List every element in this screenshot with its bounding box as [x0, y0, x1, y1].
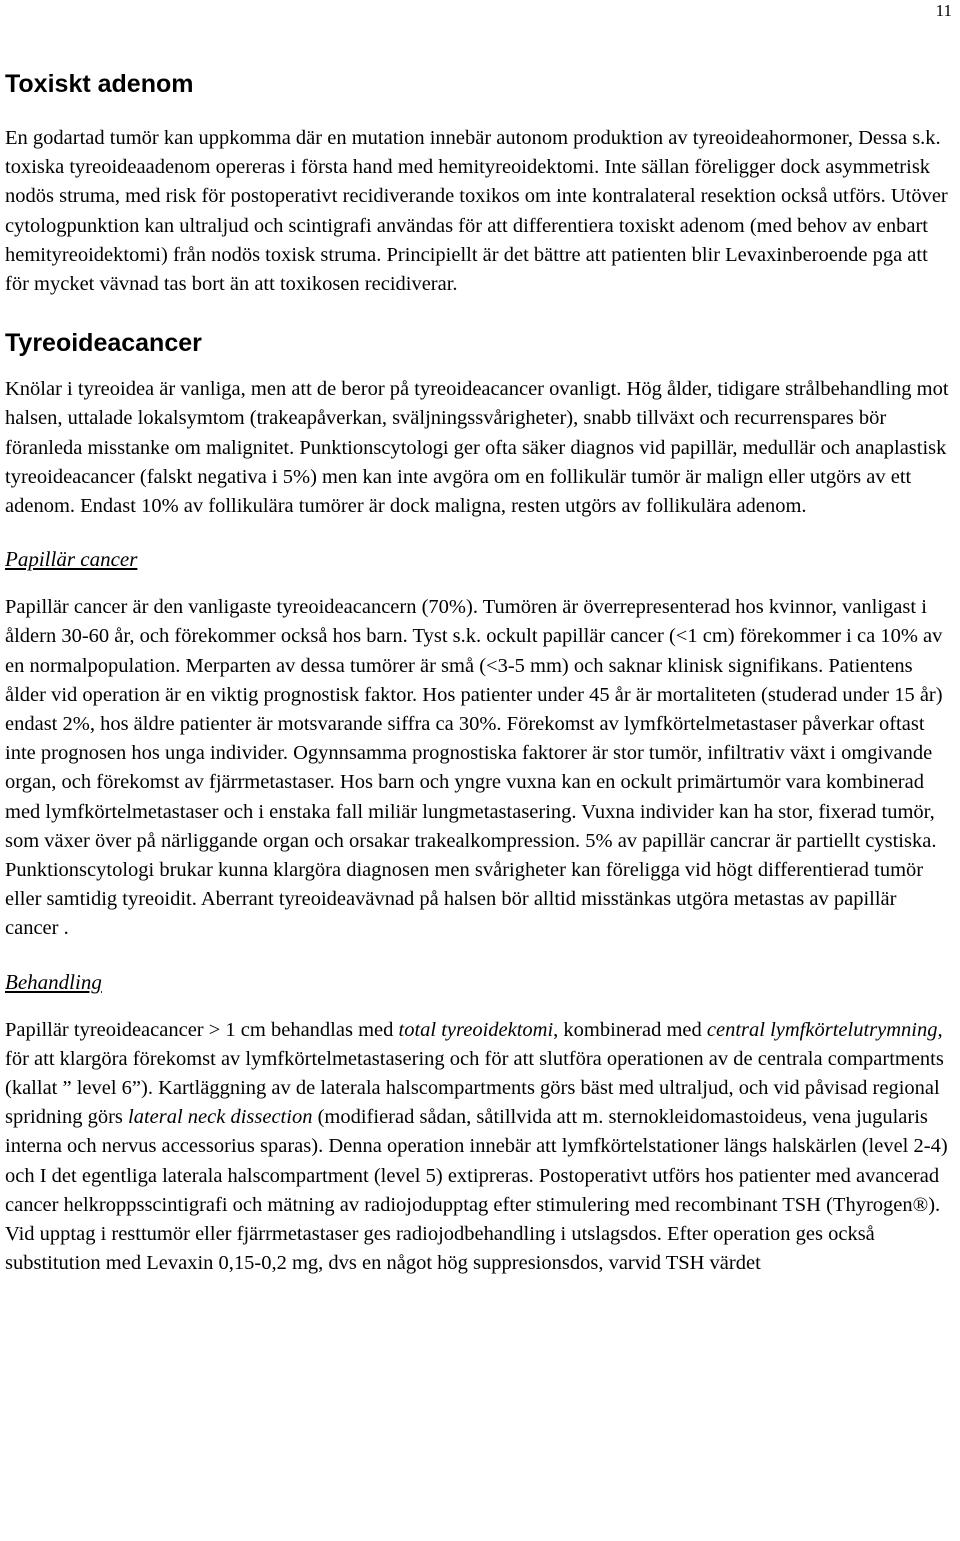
heading-toxiskt-adenom: Toxiskt adenom [5, 70, 194, 98]
paragraph-tyreoideacancer: Knölar i tyreoidea är vanliga, men att de beror på tyreoideacancer ovanligt. Hög ålder, tidigare strålbehandling mot halsen, uttalade lokalsymtom (trakeapåverkan, sväljningssvårigheter), snabb tillväxt och recurrenspares bör föranleda misstanke om malignitet. Punktionscytologi ger ofta säker diagnos vid papillär, medullär och anaplastisk tyreoideacancer (falskt negativa i 5%) men kan inte avgöra om en follikulär tumör är malign eller utgörs av ett adenom. Endast 10% av follikulära tumörer är dock maligna, resten utgörs av follikulära adenom. [5, 378, 949, 518]
heading-tyreoideacancer: Tyreoideacancer [5, 329, 202, 358]
text-run: (modifierad sådan, såtillvida att m. sternokleidomastoideus, vena jugularis interna och nervus accessorius sparas). Denna operation innebär att lymfkörtelstationer längs halskärlen (level 2-4) och I det egentliga laterala halscompartment (level 5) extipreras. Postoperativt utförs hos patienter med avancerad cancer helkroppsscintigrafi och mätning av radiojodupptag efter stimulering med recombinant TSH (Thyrogen®). Vid upptag i resttumör eller fjärrmetastaser ges radiojodbehandling i utslagsdos. Efter operation ges också substitution med Levaxin 0,15-0,2 mg, dvs en något hög suppresionsdos, varvid TSH värdet [5, 1106, 948, 1275]
document-body [5, 62, 953, 1279]
text-run: , kombinerad med [553, 1018, 707, 1041]
italic-term-lateral-neck-dissection: lateral neck dissection [128, 1106, 313, 1129]
text-run: för att klargöra förekomst av lymfkörtelmetastasering och för att slutföra operationen av de centrala compartments (kallat ” level 6”). Kartläggning av de laterala halscompartments görs bäst med ultraljud, och vid påvisad regional spridning görs [5, 1047, 944, 1129]
heading-behandling: Behandling [5, 969, 102, 994]
page-number: 11 [935, 1, 952, 20]
italic-term-central-lymfkortelutrymning: central lymfkörtelutrymning, [706, 1018, 943, 1041]
heading-papillar-cancer: Papillär cancer [5, 547, 138, 572]
paragraph-papillar-cancer: Papillär cancer är den vanligaste tyreoideacancern (70%). Tumören är överrepresenterad hos kvinnor, vanligast i åldern 30-60 år, och förekommer också hos barn. Tyst s.k. ockult papillär cancer (<1 cm) förekommer i ca 10% av en normalpopulation. Merparten av dessa tumörer är små (<3-5 mm) och saknar klinisk signifikans. Patientens ålder vid operation är en viktig prognostisk faktor. Hos patienter under 45 år är mortaliteten (studerad under 15 år) endast 2%, hos äldre patienter är motsvarande siffra ca 30%. Förekomst av lymfkörtelmetastaser påverkar oftast inte prognosen hos unga individer. Ogynnsamma prognostiska faktorer är stor tumör, infiltrativ växt i omgivande organ, och förekomst av fjärrmetastaser. Hos barn och yngre vuxna kan en ockult primärtumör vara kombinerad med lymfkörtelmetastaser och i enstaka fall miliär lungmetastasering. Vuxna individer kan ha stor, fixerad tumör, som växer över på närliggande organ och orsakar trakealkompression. 5% av papillär cancrar är partiellt cystiska. Punktionscytologi brukar kunna klargöra diagnosen men svårigheter kan föreligga vid högt differentierad tumör eller samtidig tyreoidit. Aberrant tyreoideavävnad på halsen bör alltid misstänkas utgöra metastas av papillär cancer . [5, 596, 943, 940]
paragraph-toxiskt-adenom: En godartad tumör kan uppkomma där en mutation innebär autonom produktion av tyreoideahormoner, Dessa s.k. toxiska tyreoideaadenom opereras i första hand med hemityreoidektomi. Inte sällan föreligger dock asymmetrisk nodös struma, med risk för postoperativt recidiverande toxikos om inte kontralateral resektion också utförs. Utöver cytologpunktion kan ultraljud och scintigrafi användas för att differentiera toxiskt adenom (med behov av enbart hemityreoidektomi) från nodös toxisk struma. Principiellt är det bättre att patienten blir Levaxinberoende pga att för mycket vävnad tas bort än att toxikosen recidiverar. [5, 127, 948, 296]
paragraph-behandling [5, 1016, 953, 1279]
text-run: Papillär tyreoideacancer > 1 cm behandlas med [5, 1018, 399, 1041]
italic-term-total-tyreoidektomi: total tyreoidektomi [398, 1018, 554, 1041]
